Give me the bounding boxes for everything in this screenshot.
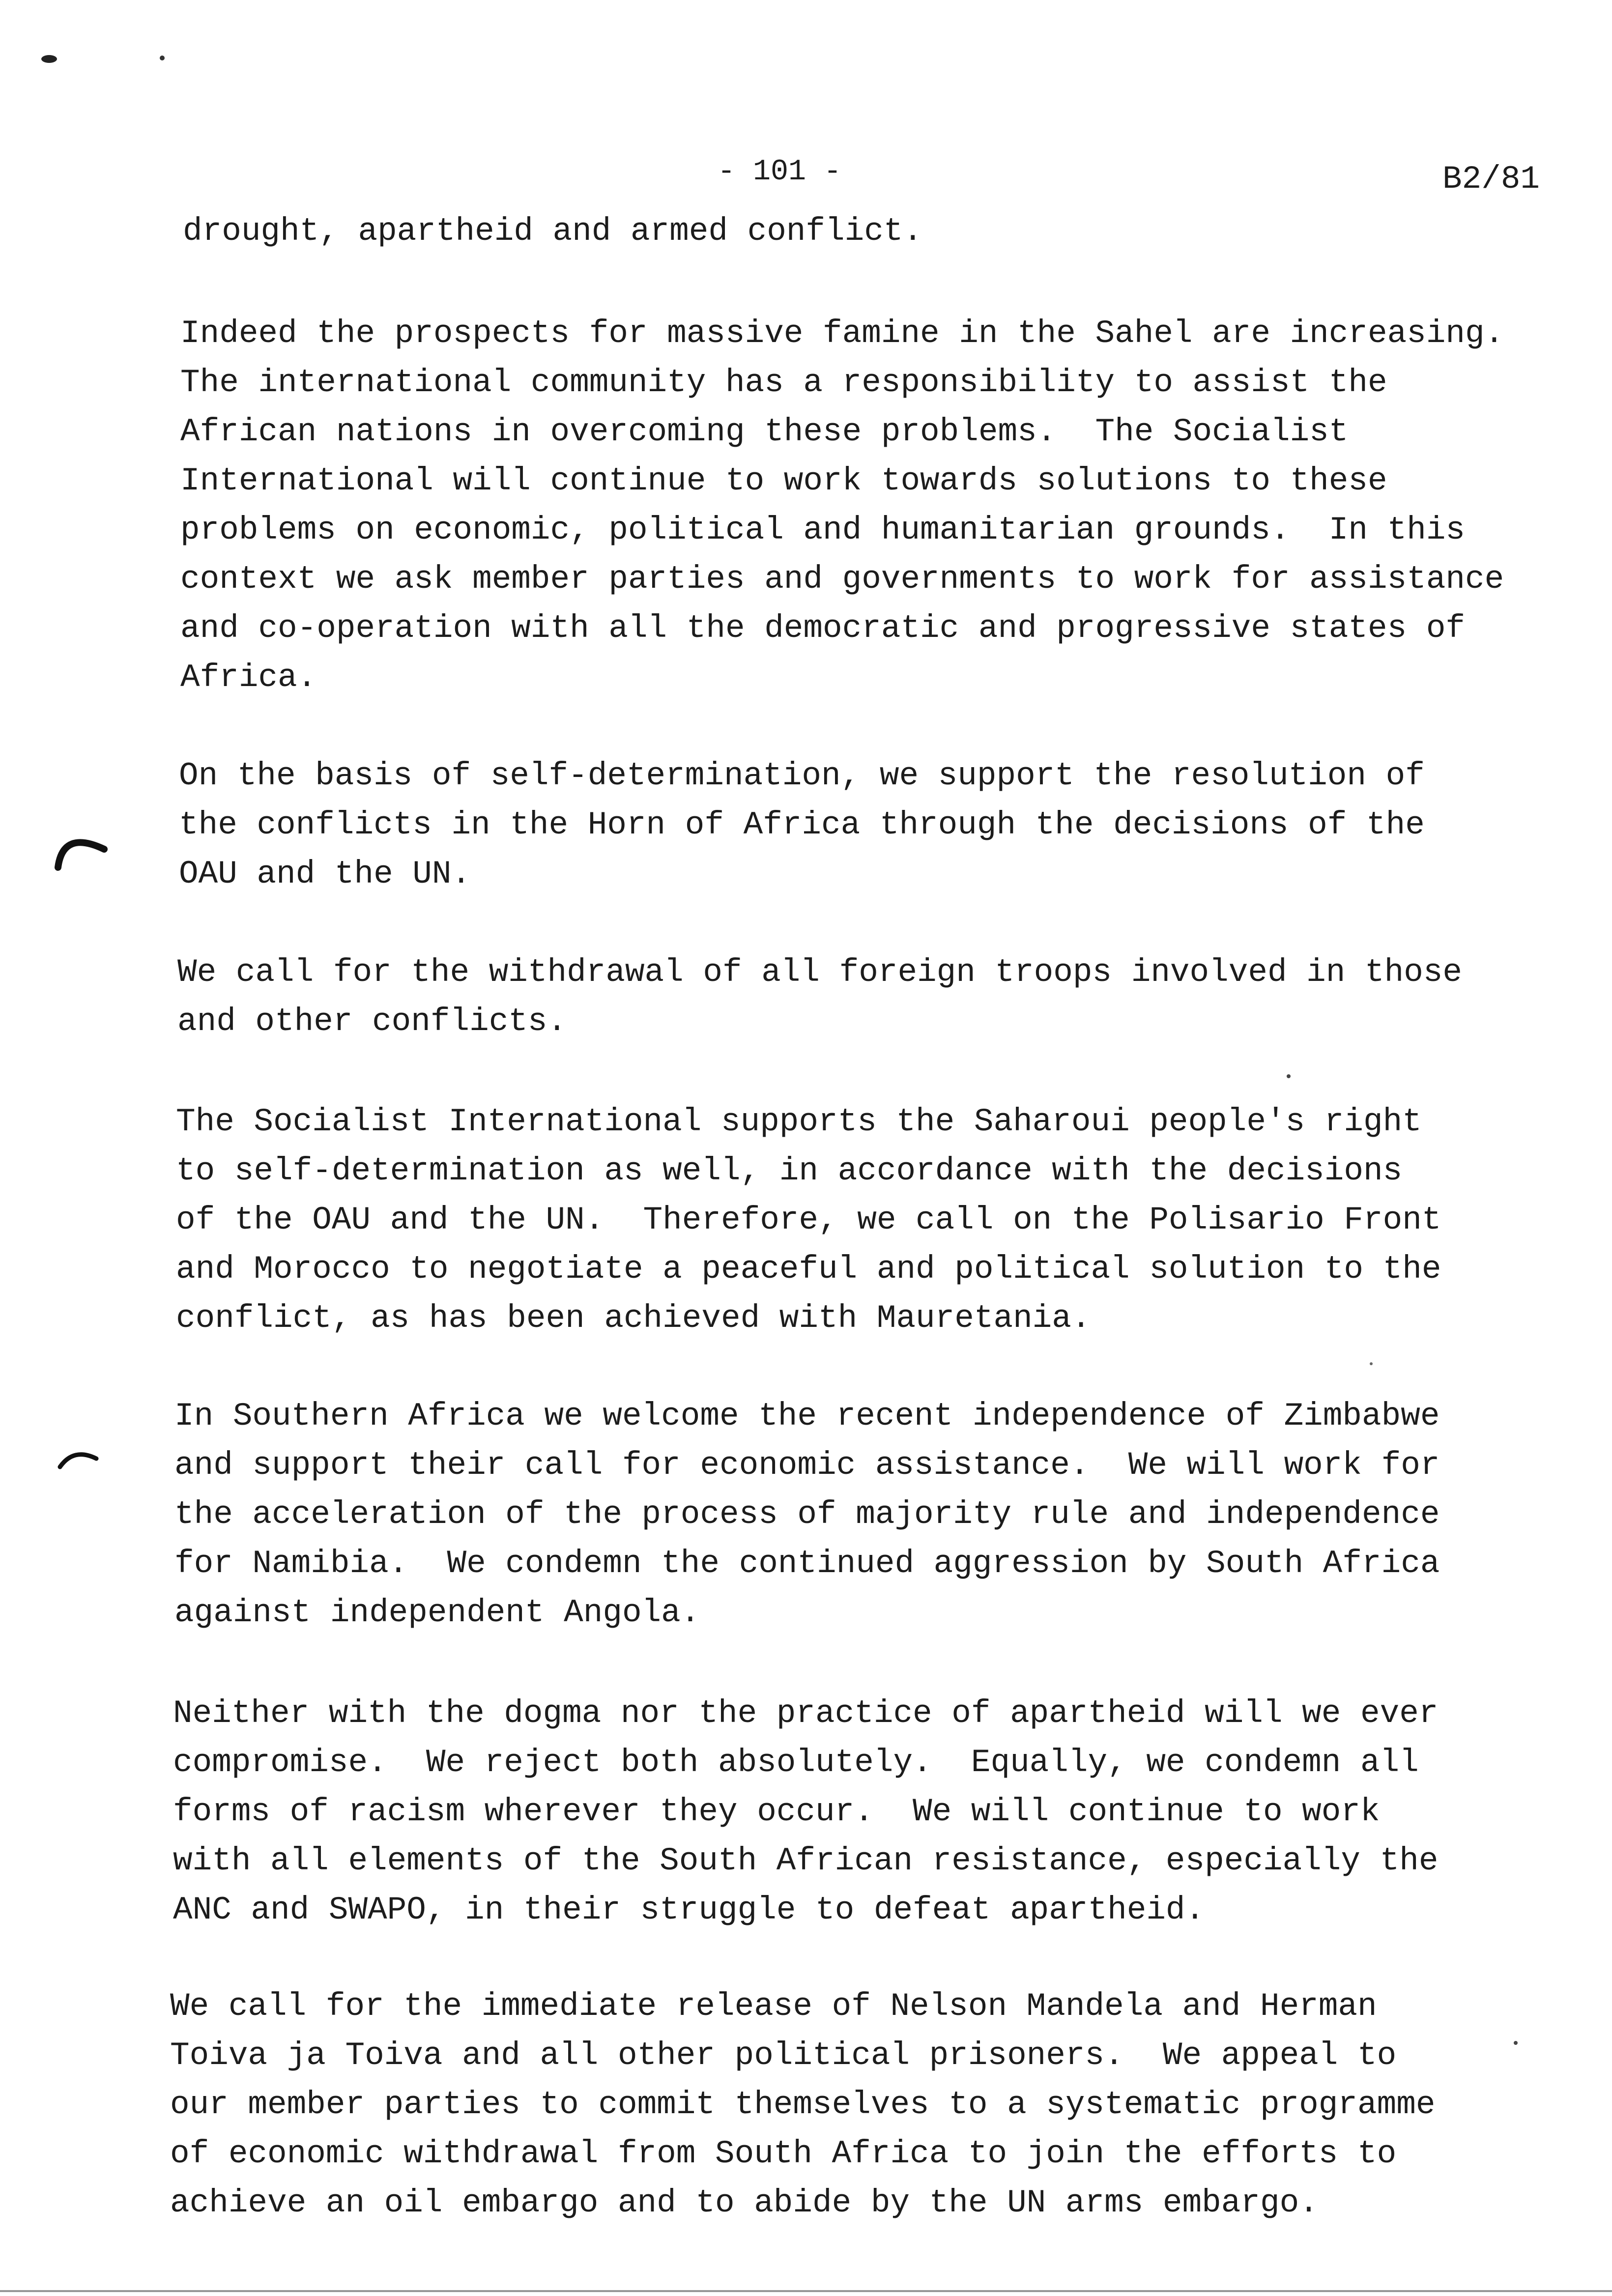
scan-speck	[160, 56, 165, 60]
scan-speck	[1287, 1074, 1291, 1078]
scan-speck	[41, 55, 57, 63]
punch-mark	[60, 1455, 96, 1467]
scan-speck	[1370, 1362, 1373, 1365]
paragraph: We call for the immediate release of Nelson Mandela and Herman Toiva ja Toiva and all other political prisoners. We appeal to our member parties to commit themselves to a systematic programme of economic withdrawal from South Africa to join the efforts to achieve an oil embargo and to abide by the UN arms embargo.	[170, 1988, 1436, 2221]
document-reference: B2/81	[1442, 161, 1540, 198]
punch-mark	[58, 842, 104, 867]
paragraph: In Southern Africa we welcome the recent independence of Zimbabwe and support their call for economic assistance. We will work for the acceleration of the process of majority rule and independence for Namibia. We condemn the continued aggression by South Africa against independent Angola.	[174, 1398, 1440, 1631]
paragraph: We call for the withdrawal of all foreign troops involved in those and other conflicts.	[177, 954, 1463, 1040]
paragraph: Neither with the dogma nor the practice of apartheid will we ever compromise. We reject both absolutely. Equally, we condemn all forms of racism wherever they occur. We will continue to work with all elements of the South African resistance, especially the ANC and SWAPO, in their struggle to defeat apartheid.	[173, 1695, 1439, 1928]
scan-bottom-edge	[0, 2290, 1612, 2292]
scan-speck	[1514, 2041, 1518, 2045]
page-number: - 101 -	[718, 155, 842, 189]
paragraph: drought, apartheid and armed conflict.	[183, 213, 923, 250]
paragraph: The Socialist International supports the Saharoui people's right to self-determination as well, in accordance with the decisions of the OAU and the UN. Therefore, we call on the Polisario Front and Morocco to negotiate a peaceful and political solution to the conflict, as has been achieved with Mauretania.	[176, 1103, 1441, 1337]
paragraph: On the basis of self-determination, we support the resolution of the conflicts in the Horn of Africa through the decisions of the OAU and the UN.	[179, 757, 1425, 892]
paragraph: Indeed the prospects for massive famine in the Sahel are increasing. The international community has a responsibility to assist the African nations in overcoming these problems. The Socialist International will continue to work towards solutions to these problems on economic, political and humanitarian grounds. In this context we ask member parties and governments to work for assistance and co-operation with all the democratic and progressive states of Africa.	[180, 315, 1504, 696]
